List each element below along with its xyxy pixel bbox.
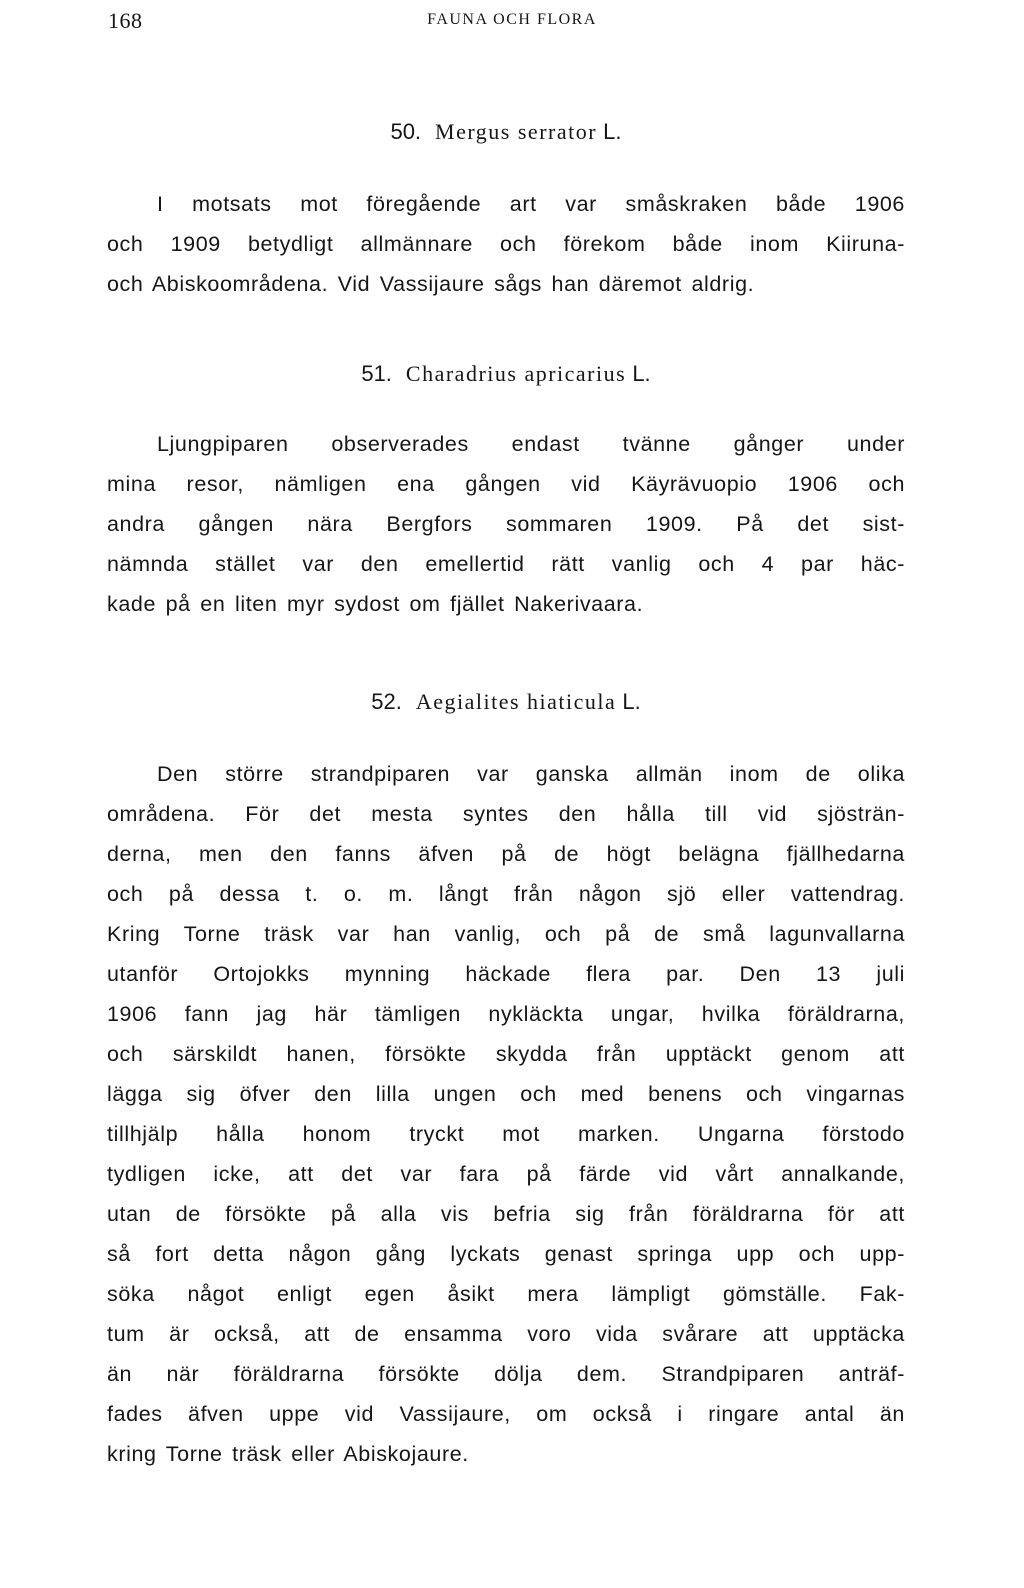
text-line: 1906 fann jag här tämligen nykläckta ungar, hvilka föräldrarna, bbox=[107, 1002, 905, 1026]
species-author: L. bbox=[622, 689, 641, 714]
species-name: Aegialites hiaticula bbox=[415, 689, 617, 714]
text-line: Den större strandpiparen var ganska allmän inom de olika bbox=[157, 762, 905, 786]
text-line: än när föräldrarna försökte dölja dem. Strandpiparen anträf- bbox=[107, 1362, 905, 1386]
text-line: kring Torne träsk eller Abiskojaure. bbox=[107, 1442, 469, 1466]
text-line: derna, men den fanns äfven på de högt belägna fjällhedarna bbox=[107, 842, 905, 866]
text-line: så fort detta någon gång lyckats genast springa upp och upp- bbox=[107, 1242, 905, 1266]
text-line: andra gången nära Bergfors sommaren 1909. På det sist- bbox=[107, 512, 905, 536]
species-number: 50. bbox=[390, 119, 422, 144]
species-author: L. bbox=[603, 119, 622, 144]
text-line: tillhjälp hålla honom tryckt mot marken. Ungarna förstodo bbox=[107, 1122, 905, 1146]
text-line: områdena. För det mesta syntes den hålla till vid sjösträn- bbox=[107, 802, 905, 826]
text-line: söka något enligt egen åsikt mera lämpligt gömställe. Fak- bbox=[107, 1282, 905, 1306]
text-line: och 1909 betydligt allmännare och förekom både inom Kiiruna- bbox=[107, 232, 905, 256]
text-line: kade på en liten myr sydost om fjället Nakerivaara. bbox=[107, 592, 644, 616]
species-section-52 bbox=[107, 682, 905, 1474]
species-text bbox=[107, 424, 905, 624]
text-line: nämnda stället var den emellertid rätt vanlig och 4 par häc- bbox=[107, 552, 905, 576]
species-section-50 bbox=[107, 112, 905, 304]
text-line: tydligen icke, att det var fara på färde vid vårt annalkande, bbox=[107, 1162, 905, 1186]
page-header bbox=[0, 8, 1024, 38]
text-line: Ljungpiparen observerades endast tvänne gånger under bbox=[157, 432, 905, 456]
text-line: utan de försökte på alla vis befria sig från föräldrarna för att bbox=[107, 1202, 905, 1226]
species-heading bbox=[107, 682, 905, 722]
text-line: tum är också, att de ensamma voro vida svårare att upptäcka bbox=[107, 1322, 905, 1346]
species-number: 52. bbox=[371, 689, 402, 714]
text-line: utanför Ortojokks mynning häckade flera par. Den 13 juli bbox=[107, 962, 905, 986]
text-line: Kring Torne träsk var han vanlig, och på de små lagunvallarna bbox=[107, 922, 905, 946]
running-title: FAUNA OCH FLORA bbox=[427, 11, 597, 28]
species-heading bbox=[107, 354, 905, 394]
species-name: Mergus serrator bbox=[435, 119, 598, 144]
species-text bbox=[107, 184, 905, 304]
text-line: mina resor, nämligen ena gången vid Käyrävuopio 1906 och bbox=[107, 472, 905, 496]
species-heading bbox=[107, 112, 905, 152]
text-line: fades äfven uppe vid Vassijaure, om också i ringare antal än bbox=[107, 1402, 905, 1426]
species-text bbox=[107, 754, 905, 1474]
text-line: och särskildt hanen, försökte skydda från upptäckt genom att bbox=[107, 1042, 905, 1066]
text-line: I motsats mot föregående art var småskraken både 1906 bbox=[157, 192, 905, 216]
species-number: 51. bbox=[361, 361, 392, 386]
species-section-51 bbox=[107, 354, 905, 624]
species-name: Charadrius apricarius bbox=[405, 361, 627, 386]
text-line: lägga sig öfver den lilla ungen och med benens och vingarnas bbox=[107, 1082, 905, 1106]
species-author: L. bbox=[632, 361, 651, 386]
text-line: och på dessa t. o. m. långt från någon sjö eller vattendrag. bbox=[107, 882, 905, 906]
page-number: 168 bbox=[108, 8, 143, 33]
text-line: och Abiskoområdena. Vid Vassijaure sågs han däremot aldrig. bbox=[107, 272, 755, 296]
